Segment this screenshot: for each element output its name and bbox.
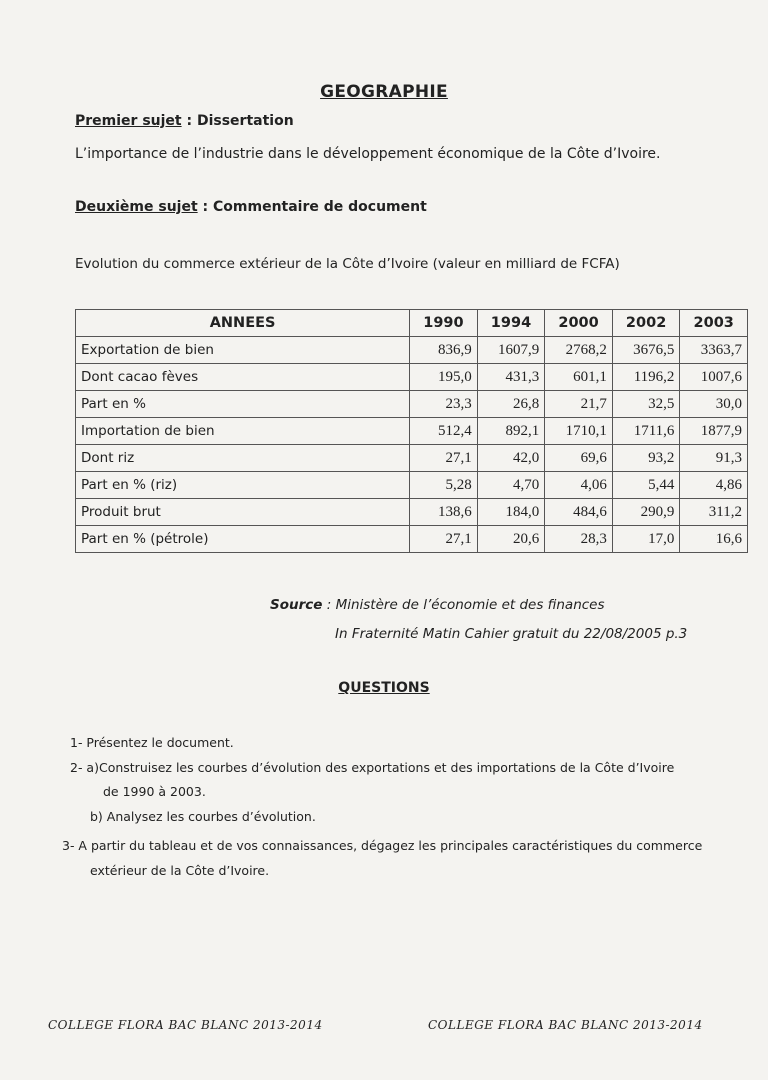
table-cell: 32,5 bbox=[612, 391, 680, 418]
table-cell: 836,9 bbox=[410, 337, 478, 364]
table-cell: 138,6 bbox=[410, 499, 478, 526]
table-row bbox=[76, 418, 748, 445]
table-cell: 1877,9 bbox=[680, 418, 748, 445]
table-cell: 4,70 bbox=[477, 472, 545, 499]
row-label: Exportation de bien bbox=[76, 337, 410, 364]
source-line bbox=[270, 597, 605, 613]
subject-1-type: : Dissertation bbox=[181, 113, 294, 129]
table-cell: 1711,6 bbox=[612, 418, 680, 445]
table-row bbox=[76, 526, 748, 553]
table-row bbox=[76, 445, 748, 472]
table-cell: 892,1 bbox=[477, 418, 545, 445]
table-cell: 1607,9 bbox=[477, 337, 545, 364]
subject-1-heading bbox=[75, 113, 294, 129]
table-cell: 5,28 bbox=[410, 472, 478, 499]
footer-left: COLLEGE FLORA BAC BLANC 2013-2014 bbox=[48, 1018, 323, 1032]
table-cell: 290,9 bbox=[612, 499, 680, 526]
table-cell: 30,0 bbox=[680, 391, 748, 418]
question-1: 1- Présentez le document. bbox=[70, 735, 234, 750]
question-3: 3- A partir du tableau et de vos connaissances, dégagez les principales caractéristiques du commerce bbox=[62, 838, 703, 853]
trade-table bbox=[75, 309, 748, 553]
question-2b: b) Analysez les courbes d’évolution. bbox=[90, 809, 316, 824]
table-cell: 1196,2 bbox=[612, 364, 680, 391]
row-label: Dont riz bbox=[76, 445, 410, 472]
subject-2-label: Deuxième sujet bbox=[75, 199, 198, 215]
source-text: : Ministère de l’économie et des finances bbox=[322, 597, 605, 613]
table-cell: 601,1 bbox=[545, 364, 613, 391]
footer-right: COLLEGE FLORA BAC BLANC 2013-2014 bbox=[428, 1018, 703, 1032]
question-3-continued: extérieur de la Côte d’Ivoire. bbox=[90, 863, 270, 878]
table-cell: 93,2 bbox=[612, 445, 680, 472]
header-year: 2000 bbox=[545, 310, 613, 337]
table-cell: 21,7 bbox=[545, 391, 613, 418]
table-row bbox=[76, 337, 748, 364]
table-row bbox=[76, 391, 748, 418]
table-cell: 311,2 bbox=[680, 499, 748, 526]
table-cell: 42,0 bbox=[477, 445, 545, 472]
table-cell: 4,06 bbox=[545, 472, 613, 499]
subject-2-heading bbox=[75, 199, 427, 215]
questions-title: QUESTIONS bbox=[338, 680, 430, 696]
table-cell: 184,0 bbox=[477, 499, 545, 526]
table-cell: 195,0 bbox=[410, 364, 478, 391]
row-label: Part en % (pétrole) bbox=[76, 526, 410, 553]
question-2a: 2- a)Construisez les courbes d’évolution des exportations et des importations de la Côte d’Ivoire bbox=[70, 760, 675, 775]
table-cell: 3676,5 bbox=[612, 337, 680, 364]
table-cell: 20,6 bbox=[477, 526, 545, 553]
question-2a-continued: de 1990 à 2003. bbox=[103, 784, 206, 799]
header-year: 2003 bbox=[680, 310, 748, 337]
table-cell: 16,6 bbox=[680, 526, 748, 553]
row-label: Produit brut bbox=[76, 499, 410, 526]
table-cell: 484,6 bbox=[545, 499, 613, 526]
subject-1-text: L’importance de l’industrie dans le développement économique de la Côte d’Ivoire. bbox=[75, 146, 661, 162]
table-row bbox=[76, 364, 748, 391]
table-cell: 91,3 bbox=[680, 445, 748, 472]
table-caption: Evolution du commerce extérieur de la Côte d’Ivoire (valeur en milliard de FCFA) bbox=[75, 256, 620, 272]
table-cell: 69,6 bbox=[545, 445, 613, 472]
table-cell: 512,4 bbox=[410, 418, 478, 445]
page-title: GEOGRAPHIE bbox=[320, 82, 448, 102]
subject-2-type: : Commentaire de document bbox=[197, 199, 427, 215]
table-cell: 27,1 bbox=[410, 445, 478, 472]
table-cell: 4,86 bbox=[680, 472, 748, 499]
header-annees: ANNEES bbox=[76, 310, 410, 337]
table-row bbox=[76, 472, 748, 499]
table-cell: 26,8 bbox=[477, 391, 545, 418]
row-label: Part en % (riz) bbox=[76, 472, 410, 499]
header-year: 1994 bbox=[477, 310, 545, 337]
table-cell: 3363,7 bbox=[680, 337, 748, 364]
table-cell: 431,3 bbox=[477, 364, 545, 391]
table-cell: 17,0 bbox=[612, 526, 680, 553]
table-row bbox=[76, 499, 748, 526]
source-label: Source bbox=[270, 597, 323, 613]
table-cell: 27,1 bbox=[410, 526, 478, 553]
header-year: 2002 bbox=[612, 310, 680, 337]
table-cell: 5,44 bbox=[612, 472, 680, 499]
table-cell: 2768,2 bbox=[545, 337, 613, 364]
table-cell: 1710,1 bbox=[545, 418, 613, 445]
row-label: Part en % bbox=[76, 391, 410, 418]
table-header-row bbox=[76, 310, 748, 337]
table-cell: 1007,6 bbox=[680, 364, 748, 391]
table-cell: 23,3 bbox=[410, 391, 478, 418]
subject-1-label: Premier sujet bbox=[75, 113, 182, 129]
source-reference: In Fraternité Matin Cahier gratuit du 22/08/2005 p.3 bbox=[335, 626, 688, 642]
row-label: Dont cacao fèves bbox=[76, 364, 410, 391]
table-cell: 28,3 bbox=[545, 526, 613, 553]
header-year: 1990 bbox=[410, 310, 478, 337]
row-label: Importation de bien bbox=[76, 418, 410, 445]
